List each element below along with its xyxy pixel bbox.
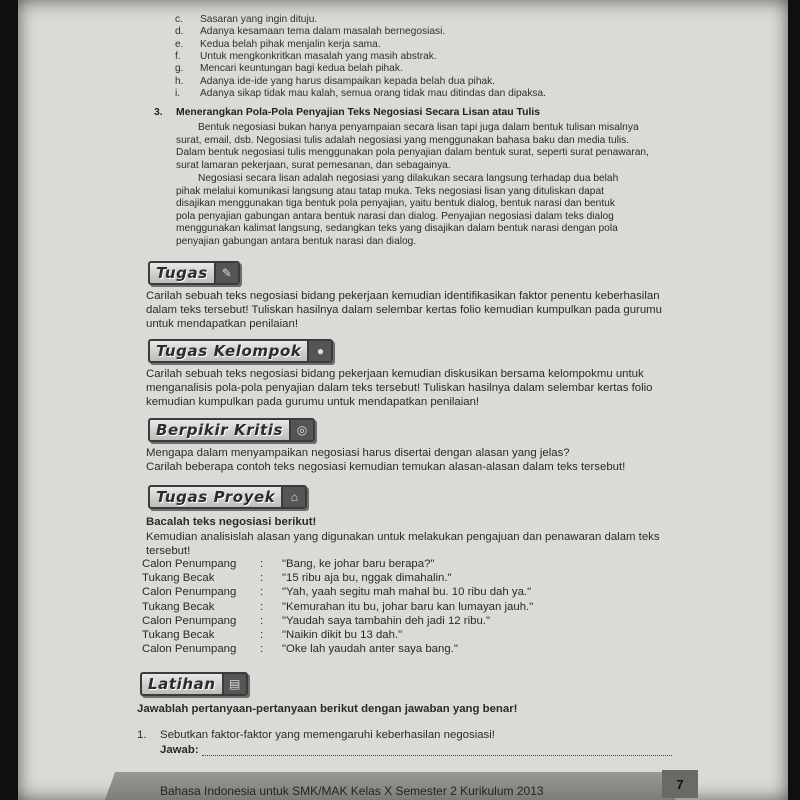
list-item-text: Sasaran yang ingin dituju. — [200, 14, 318, 25]
pencil-icon: ✎ — [214, 263, 238, 283]
dialog-speaker: Tukang Becak — [142, 629, 215, 642]
berpikir-kritis-label: Berpikir Kritis — [156, 421, 284, 439]
dialog-row — [142, 614, 533, 628]
list-item-letter: g. — [175, 63, 184, 75]
dialog-row — [142, 571, 533, 585]
dialog-row — [142, 557, 533, 571]
latihan-instruction: Jawablah pertanyaan-pertanyaan berikut dengan jawaban yang benar! — [137, 703, 518, 715]
question-text: Sebutkan faktor-faktor yang memengaruhi keberhasilan negosiasi! — [160, 729, 495, 741]
dialog-row — [142, 600, 533, 614]
dialog-line: "Bang, ke johar baru berapa?" — [282, 558, 435, 570]
list-item-letter: h. — [175, 75, 184, 87]
dialog-speaker: Tukang Becak — [142, 572, 215, 585]
list-item-letter: f. — [175, 50, 181, 62]
latihan-label: Latihan — [148, 675, 216, 693]
answer-line[interactable] — [202, 755, 672, 756]
dialog-line: "Naikin dikit bu 13 dah." — [282, 629, 403, 642]
body-line: tersebut! — [146, 544, 191, 557]
footer-text: Bahasa Indonesia untuk SMK/MAK Kelas X Semester 2 Kurikulum 2013 — [160, 784, 544, 798]
body-line: untuk mendapatkan penilaian! — [146, 317, 298, 330]
body-line: menganalisis pola-pola penyajian dalam teks tersebut! Tuliskan hasilnya dalam selembar kertas folio — [146, 381, 653, 394]
question-number: 1. — [137, 729, 147, 741]
dialog-line: "Yaudah saya tambahin deh jadi 12 ribu." — [282, 614, 490, 627]
tugas-proyek-badge — [148, 485, 307, 509]
list-item-text: Untuk mengkonkritkan masalah yang masih abstrak. — [200, 50, 437, 62]
list-item-text: Kedua belah pihak menjalin kerja sama. — [200, 38, 381, 50]
berpikir-kritis-badge — [148, 418, 315, 442]
house-icon: ⌂ — [281, 487, 305, 507]
paragraph-line: surat, email, dsb. Negosiasi tulis adalah negosiasi yang menggunakan bahasa baku dan media tulis. — [176, 134, 630, 146]
list-item-text: Adanya kesamaan tema dalam masalah bernegosiasi. — [200, 26, 446, 38]
tugas-proyek-label: Tugas Proyek — [156, 488, 276, 506]
list-item-letter: c. — [175, 14, 183, 25]
list-item-text: Adanya sikap tidak mau kalah, semua orang tidak mau ditindas dan dipaksa. — [200, 87, 547, 99]
page-number: 7 — [662, 770, 698, 798]
answer-label: Jawab: — [160, 744, 199, 756]
paragraph-line: pihak melalui komunikasi langsung atau tatap muka. Teks negosiasi lisan yang dituliskan dapat — [176, 185, 604, 197]
paragraph-line: surat lamaran pekerjaan, surat pemesanan, dan sebagainya. — [176, 159, 451, 171]
dialog-speaker: Calon Penumpang — [142, 586, 237, 599]
tugas-kelompok-label: Tugas Kelompok — [156, 342, 302, 360]
tugas-label: Tugas — [156, 264, 208, 282]
list-item-text: Adanya ide-ide yang harus disampaikan kepada belah dua pihak. — [200, 75, 496, 87]
dialog-colon: : — [260, 586, 264, 599]
paragraph-line: Bentuk negosiasi bukan hanya penyampaian secara lisan tapi juga dalam bentuk tulisan misalnya — [198, 122, 639, 133]
dialog-speaker: Calon Penumpang — [142, 643, 237, 656]
section-number: 3. — [154, 107, 163, 118]
body-line: Mengapa dalam menyampaikan negosiasi harus disertai dengan alasan yang jelas? — [146, 447, 570, 459]
paragraph-line: menggunakan kalimat langsung, sedangkan teks yang disajikan dalam bentuk narasi dengan pola — [176, 223, 618, 235]
dialog-line: "15 ribu aja bu, nggak dimahalin." — [282, 572, 452, 585]
dialog-colon: : — [260, 614, 264, 627]
dialog-colon: : — [260, 629, 264, 642]
dialog-colon: : — [260, 643, 264, 656]
book-icon: ▤ — [222, 674, 246, 694]
list-item-text: Mencari keuntungan bagi kedua belah pihak. — [200, 63, 403, 75]
section-title: Menerangkan Pola-Pola Penyajian Teks Negosiasi Secara Lisan atau Tulis — [176, 107, 541, 118]
tugas-kelompok-badge — [148, 339, 333, 363]
dialog-row — [142, 628, 533, 642]
list-item-letter: e. — [175, 38, 184, 50]
paragraph-line: penyajian gabungan antara bentuk narasi dan dialog. — [176, 236, 417, 247]
group-icon: ● — [307, 341, 331, 361]
dialog-speaker: Calon Penumpang — [142, 614, 237, 627]
tugas-proyek-heading: Bacalah teks negosiasi berikut! — [146, 516, 317, 528]
dialog-colon: : — [260, 572, 264, 585]
body-line: Carilah sebuah teks negosiasi bidang pekerjaan kemudian identifikasikan faktor penentu keberhasilan — [146, 290, 660, 302]
dialog-row — [142, 642, 533, 656]
dialog-colon: : — [260, 558, 264, 570]
paragraph-line: Dalam bentuk negosiasi tulis menggunakan pola penyajian dalam bentuk surat, seperti surat penawaran, — [176, 147, 649, 158]
paragraph-line: Negosiasi secara lisan adalah negosiasi yang dilakukan secara langsung terhadap dua belah — [198, 173, 619, 184]
list-item-letter: i. — [175, 87, 181, 99]
body-line: kemudian kumpulkan pada gurumu untuk mendapatkan penilaian! — [146, 395, 480, 408]
body-line: Carilah sebuah teks negosiasi bidang pekerjaan kemudian diskusikan bersama kelompokmu untuk — [146, 368, 644, 380]
dialog-colon: : — [260, 600, 264, 613]
body-line: dalam teks tersebut! Tuliskan hasilnya dalam selembar kertas folio kemudian kumpulkan pada gurumu — [146, 303, 663, 316]
body-line: Carilah beberapa contoh teks negosiasi kemudian temukan alasan-alasan dalam teks tersebut! — [146, 460, 626, 473]
paragraph-line: disajikan menggunakan tiga bentuk pola penyajian, yaitu bentuk dialog, bentuk narasi dan bentuk — [176, 198, 615, 210]
dialog-line: "Oke lah yaudah anter saya bang." — [282, 643, 458, 656]
dialog-line: "Yah, yaah segitu mah mahal bu. 10 ribu dah ya." — [282, 586, 532, 599]
tugas-badge — [148, 261, 240, 285]
magnifier-icon: ◎ — [289, 420, 313, 440]
body-line: Kemudian analisislah alasan yang digunakan untuk melakukan pengajuan dan penawaran dalam teks — [146, 531, 660, 543]
latihan-badge — [140, 672, 248, 696]
dialog-speaker: Calon Penumpang — [142, 558, 237, 570]
paragraph-line: pola penyajian gabungan antara bentuk narasi dan dialog. Penyajian negosiasi dalam teks dialog — [176, 210, 614, 222]
dialog-line: "Kemurahan itu bu, johar baru kan lumayan jauh." — [282, 600, 534, 613]
list-item-letter: d. — [175, 26, 184, 38]
dialog-row — [142, 585, 533, 599]
dialog-speaker: Tukang Becak — [142, 600, 215, 613]
dialog-table — [142, 557, 533, 656]
